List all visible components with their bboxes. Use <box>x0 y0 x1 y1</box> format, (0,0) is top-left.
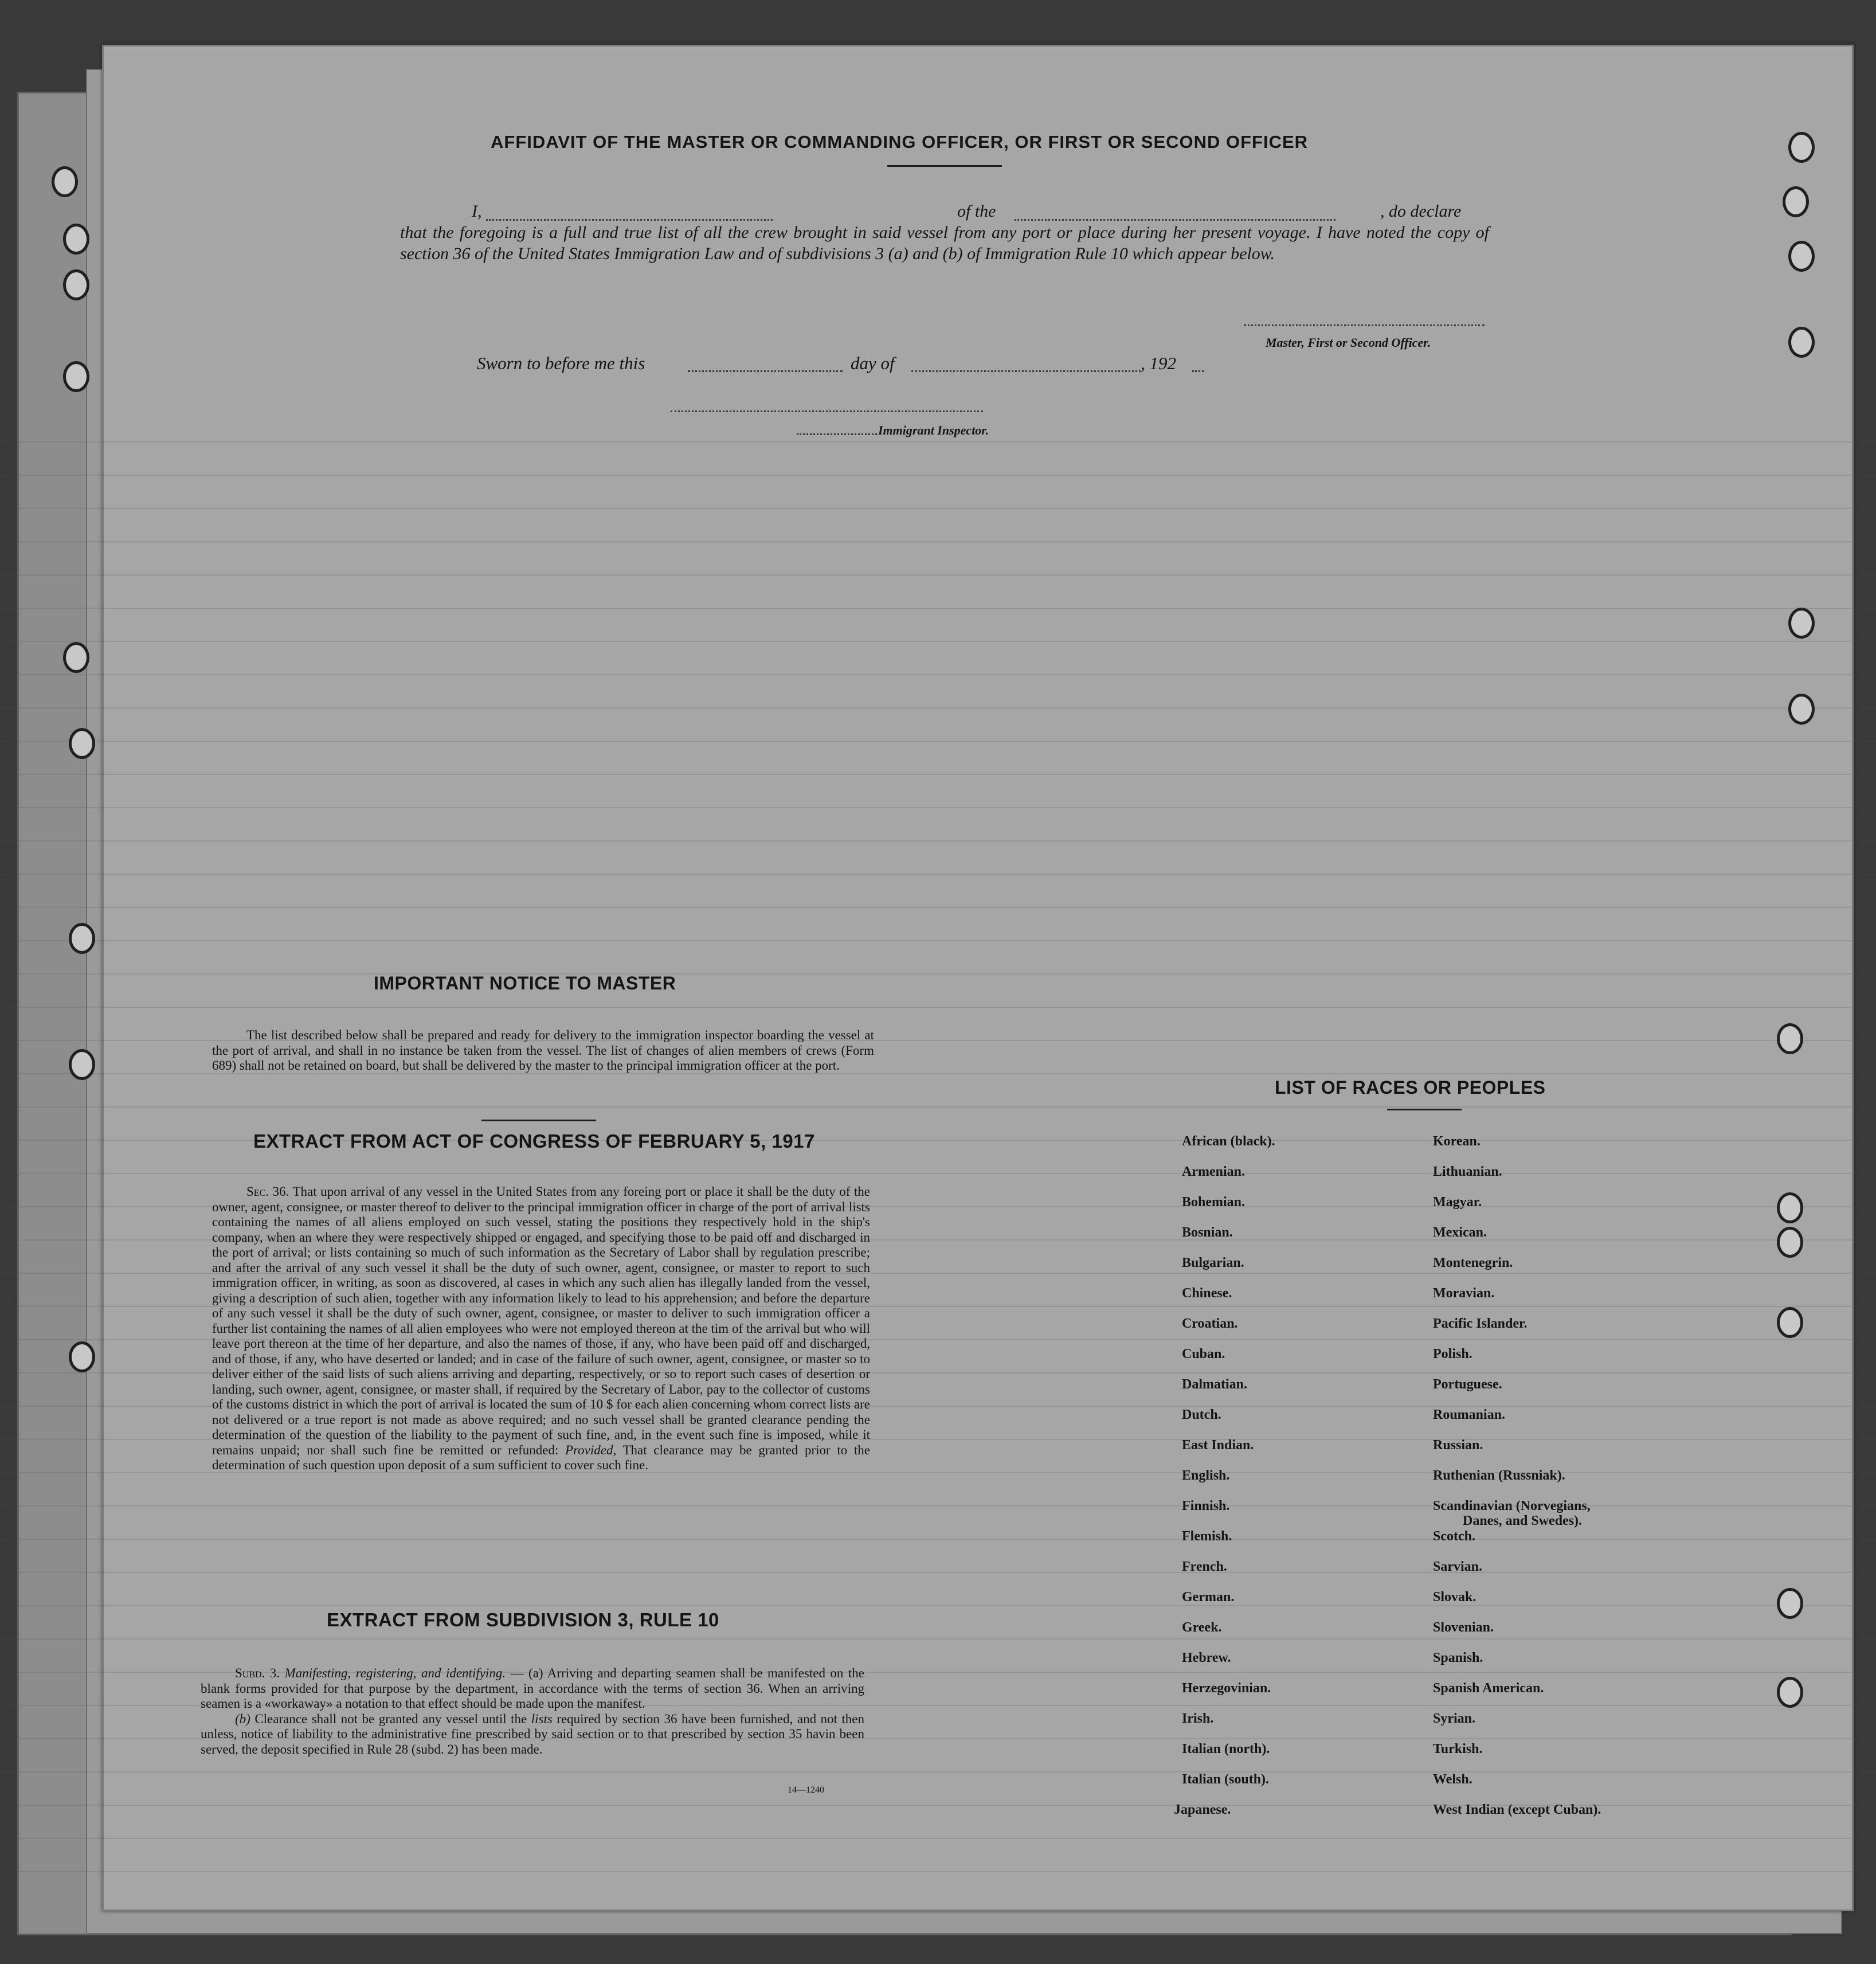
affidavit-text <box>400 201 1489 264</box>
binder-hole <box>63 224 89 255</box>
race-item: French. <box>1182 1559 1227 1574</box>
race-item: Korean. <box>1433 1134 1481 1149</box>
binder-hole <box>1783 186 1809 217</box>
race-item: Ruthenian (Russniak). <box>1433 1468 1565 1483</box>
race-item: Sarvian. <box>1433 1559 1483 1574</box>
of-the-label: of the <box>957 202 996 221</box>
race-item: Spanish American. <box>1433 1681 1544 1696</box>
race-item: Scandinavian (Norvegians, <box>1433 1499 1591 1513</box>
race-item: Dutch. <box>1182 1407 1221 1422</box>
rule-paragraph-b <box>201 1712 864 1758</box>
binder-hole <box>69 1341 95 1372</box>
bleed-through-line <box>0 707 1876 709</box>
bleed-through-line <box>0 874 1876 875</box>
race-item: Slovak. <box>1433 1590 1476 1605</box>
notice-paragraph: The list described below shall be prepared and ready for delivery to the immigration inspector boarding the vessel at the port of arrival, and shall in no instance be taken from the vessel. The list of changes of alien members of crews (Form 689) shall not be retained on board, but shall be delivered by the master to the principal immigration officer at the port. <box>212 1028 874 1073</box>
race-item: Spanish. <box>1433 1650 1483 1665</box>
race-item: Roumanian. <box>1433 1407 1506 1422</box>
race-item: Polish. <box>1433 1347 1472 1362</box>
race-item: Bosnian. <box>1182 1225 1233 1240</box>
binder-hole <box>1777 1227 1803 1258</box>
binder-hole <box>1777 1588 1803 1619</box>
race-item: Turkish. <box>1433 1742 1483 1756</box>
race-item: Syrian. <box>1433 1711 1476 1726</box>
race-item: Slovenian. <box>1433 1620 1494 1635</box>
rule-lists-word: lists <box>531 1711 553 1726</box>
race-item: African (black). <box>1182 1134 1275 1149</box>
bleed-through-line <box>0 1605 1876 1606</box>
race-item: Lithuanian. <box>1433 1164 1502 1179</box>
notice-body <box>212 1028 874 1074</box>
act-body <box>212 1184 870 1473</box>
bleed-through-line <box>0 475 1876 476</box>
rule-b-lead: (b) <box>235 1711 250 1726</box>
binder-hole <box>69 1049 95 1080</box>
binder-hole <box>1788 241 1815 272</box>
race-item: Portuguese. <box>1433 1377 1502 1392</box>
day-of-label: day of <box>851 353 895 373</box>
declaration-line <box>400 201 1489 222</box>
bleed-through-line <box>0 1539 1876 1540</box>
race-item: Croatian. <box>1182 1316 1238 1331</box>
rule-text-b1: Clearance shall not be granted any vessel until the <box>254 1711 527 1726</box>
race-item: Pacific Islander. <box>1433 1316 1528 1331</box>
races-title: LIST OF RACES OR PEOPLES <box>1275 1077 1546 1098</box>
bleed-through-line <box>0 1771 1876 1773</box>
rule-heading: Manifesting, registering, and identifying. <box>284 1666 506 1680</box>
i-label: I, <box>472 202 482 221</box>
binder-hole <box>52 166 78 197</box>
notice-rule <box>481 1120 596 1121</box>
act-paragraph <box>212 1184 870 1473</box>
bleed-through-line <box>0 574 1876 576</box>
inspector-dots <box>797 433 877 435</box>
signature-caption: Master, First or Second Officer. <box>1266 335 1431 350</box>
affidavit-body: that the foregoing is a full and true list of all the crew brought in said vessel from any port or place during her present voyage. I have noted the copy of section 36 of the United States Immigration Law and of subdivisions 3 (a) and (b) of Immigration Rule 10 which appear below. <box>400 223 1489 263</box>
bleed-through-line <box>0 741 1876 742</box>
act-proviso: That clearance may be granted prior to the determination of such question upon deposit of a sum sufficient to cover such fine. <box>212 1442 870 1472</box>
inspector-signature-field[interactable] <box>671 410 983 412</box>
affidavit-title: AFFIDAVIT OF THE MASTER OR COMMANDING OFFICER, OR FIRST OR SECOND OFFICER <box>491 132 1309 152</box>
bleed-through-line <box>0 807 1876 808</box>
bleed-through-line <box>0 1106 1876 1108</box>
race-item: Finnish. <box>1182 1499 1230 1513</box>
race-item: Bohemian. <box>1182 1195 1246 1210</box>
bleed-through-line <box>0 1505 1876 1507</box>
sworn-label: Sworn to before me this <box>477 353 645 373</box>
bleed-through-line <box>0 1173 1876 1174</box>
race-item: Cuban. <box>1182 1347 1225 1362</box>
binder-hole <box>63 269 89 300</box>
form-page <box>102 45 1854 1911</box>
race-item: Italian (south). <box>1182 1772 1270 1787</box>
inspector-caption: Immigrant Inspector. <box>878 423 989 437</box>
binder-hole <box>1788 327 1815 358</box>
race-item: East Indian. <box>1182 1438 1254 1453</box>
rule-text-b2: required by section 36 have been furnished, and not then unless, notice of liability to the administrative fine prescribed by said section or to that prescribed by section 35 havin been served, the deposit specified in Rule 28 (subd. 2) has been made. <box>201 1711 865 1756</box>
race-item: Greek. <box>1182 1620 1222 1635</box>
form-number: 14—1240 <box>788 1785 824 1795</box>
title-rule <box>887 165 1002 167</box>
notice-title: IMPORTANT NOTICE TO MASTER <box>374 973 676 993</box>
sworn-year-field[interactable] <box>1192 370 1204 372</box>
race-item: Armenian. <box>1182 1164 1245 1179</box>
binder-hole <box>69 923 95 954</box>
bleed-through-line <box>0 608 1876 609</box>
sworn-day-field[interactable] <box>688 370 843 372</box>
bleed-through-line <box>0 1007 1876 1008</box>
binder-hole <box>1788 608 1815 639</box>
bleed-through-line <box>0 441 1876 443</box>
act-proviso-word: Provided, <box>565 1442 617 1457</box>
race-item: Montenegrin. <box>1433 1255 1513 1270</box>
act-lead: Sec. 36. <box>246 1184 289 1199</box>
binder-hole <box>1788 132 1815 163</box>
race-item: German. <box>1182 1590 1235 1605</box>
sworn-month-field[interactable] <box>911 370 1141 372</box>
race-item: Japanese. <box>1174 1802 1231 1817</box>
bleed-through-line <box>0 940 1876 941</box>
binder-hole <box>63 361 89 392</box>
vessel-field[interactable] <box>1015 203 1335 221</box>
rule-paragraph-a <box>201 1666 864 1712</box>
binder-hole <box>1777 1677 1803 1708</box>
bleed-through-line <box>0 1838 1876 1839</box>
race-item: Moravian. <box>1433 1286 1495 1301</box>
bleed-through-line <box>0 973 1876 975</box>
rule-body <box>201 1666 864 1757</box>
rule-title: EXTRACT FROM SUBDIVISION 3, RULE 10 <box>327 1609 719 1630</box>
bleed-through-line <box>0 674 1876 675</box>
bleed-through-line <box>0 1638 1876 1640</box>
race-item: Herzegovinian. <box>1182 1681 1271 1696</box>
binder-hole <box>69 728 95 759</box>
race-item: Scotch. <box>1433 1529 1475 1544</box>
bleed-through-line <box>0 840 1876 842</box>
race-item: Magyar. <box>1433 1195 1482 1210</box>
bleed-through-line <box>0 1871 1876 1872</box>
bleed-through-line <box>0 541 1876 542</box>
race-item: Russian. <box>1433 1438 1483 1453</box>
race-item: Hebrew. <box>1182 1650 1231 1665</box>
bleed-through-line <box>0 1572 1876 1573</box>
bleed-through-line <box>0 641 1876 642</box>
race-item: West Indian (except Cuban). <box>1433 1802 1601 1817</box>
master-signature-field[interactable] <box>1244 324 1485 326</box>
race-item: Chinese. <box>1182 1286 1232 1301</box>
name-field[interactable] <box>486 203 773 221</box>
binder-hole <box>63 642 89 673</box>
rule-text-a: — (a) Arriving and departing seamen shall be manifested on the blank forms provided for that purpose by the department, in accordance with the terms of section 36. When an arriving seamen is a «workaway» a notation to that effect should be made upon the manifest. <box>201 1666 865 1711</box>
bleed-through-line <box>0 907 1876 908</box>
binder-hole <box>1777 1307 1803 1338</box>
race-item: English. <box>1182 1468 1230 1483</box>
race-item: Dalmatian. <box>1182 1377 1247 1392</box>
binder-hole <box>1788 694 1815 725</box>
year-label: , 192 <box>1141 353 1176 373</box>
race-item: Mexican. <box>1433 1225 1487 1240</box>
race-item: Flemish. <box>1182 1529 1232 1544</box>
bleed-through-line <box>0 508 1876 509</box>
act-text: That upon arrival of any vessel in the United States from any foreing port or place it shall be the duty of the owner, agent, consignee, or master thereof to deliver to the principal immigration officer in charge of the port of arrival lists containing the names of all aliens employed on such vessel, stating the positions they respectively hold in the ship's company, when an where they were respectively shipped or engaged, and specifying those to be paid off and discharged in the port of arrival; or lists containing so much of such information as the Secretary of Labor shall by regulation prescribe; and after the arrival of any such vessel it shall be the duty of such owner, agent, consignee, or master to report to such immigration officer, in writing, as soon as discovered, al cases in which any such alien has illegally landed from the vessel, giving a description of such alien, together with any information likely to lead to his apprehension; and before the departure of any such vessel it shall be the duty of such owner, agent, consignee, or master to deliver to such immigration officer a further list containing the names of all alien employees who were not employed thereon at the tim of the arrival but who will leave port thereon at the time of her departure, and also the names of those, if any, who have been paid off and discharged, and of those, if any, who have deserted or landed; and in case of the failure of such owner, agent, consignee, or master so to deliver either of the said lists of such aliens arriving and departing, respectively, or so to report such cases of desertion or landing, such owner, agent, consignee, or master shall, if required by the Secretary of Labor, pay to the collector of customs of the customs district in which the port of arrival is located the sum of 10 $ for each alien concerning whom correct lists are not delivered or a true report is not made as above required; and no such vessel shall be granted clearance pending the determination of the question of the liability to the payment of such fine, and, in the event such fine is imposed, while it remains unpaid; nor shall such fine be remitted or refunded: <box>212 1184 870 1457</box>
race-item: Irish. <box>1182 1711 1214 1726</box>
bleed-through-line <box>0 774 1876 775</box>
races-rule <box>1387 1109 1462 1110</box>
binder-hole <box>1777 1023 1803 1054</box>
act-title: EXTRACT FROM ACT OF CONGRESS OF FEBRUARY 5, 1917 <box>253 1130 815 1152</box>
race-item: Welsh. <box>1433 1772 1472 1787</box>
race-item: Danes, and Swedes). <box>1463 1513 1583 1528</box>
do-declare-label: , do declare <box>1380 202 1462 221</box>
rule-lead: Subd. 3. <box>235 1666 280 1680</box>
race-item: Italian (north). <box>1182 1742 1270 1756</box>
binder-hole <box>1777 1192 1803 1223</box>
race-item: Bulgarian. <box>1182 1255 1244 1270</box>
